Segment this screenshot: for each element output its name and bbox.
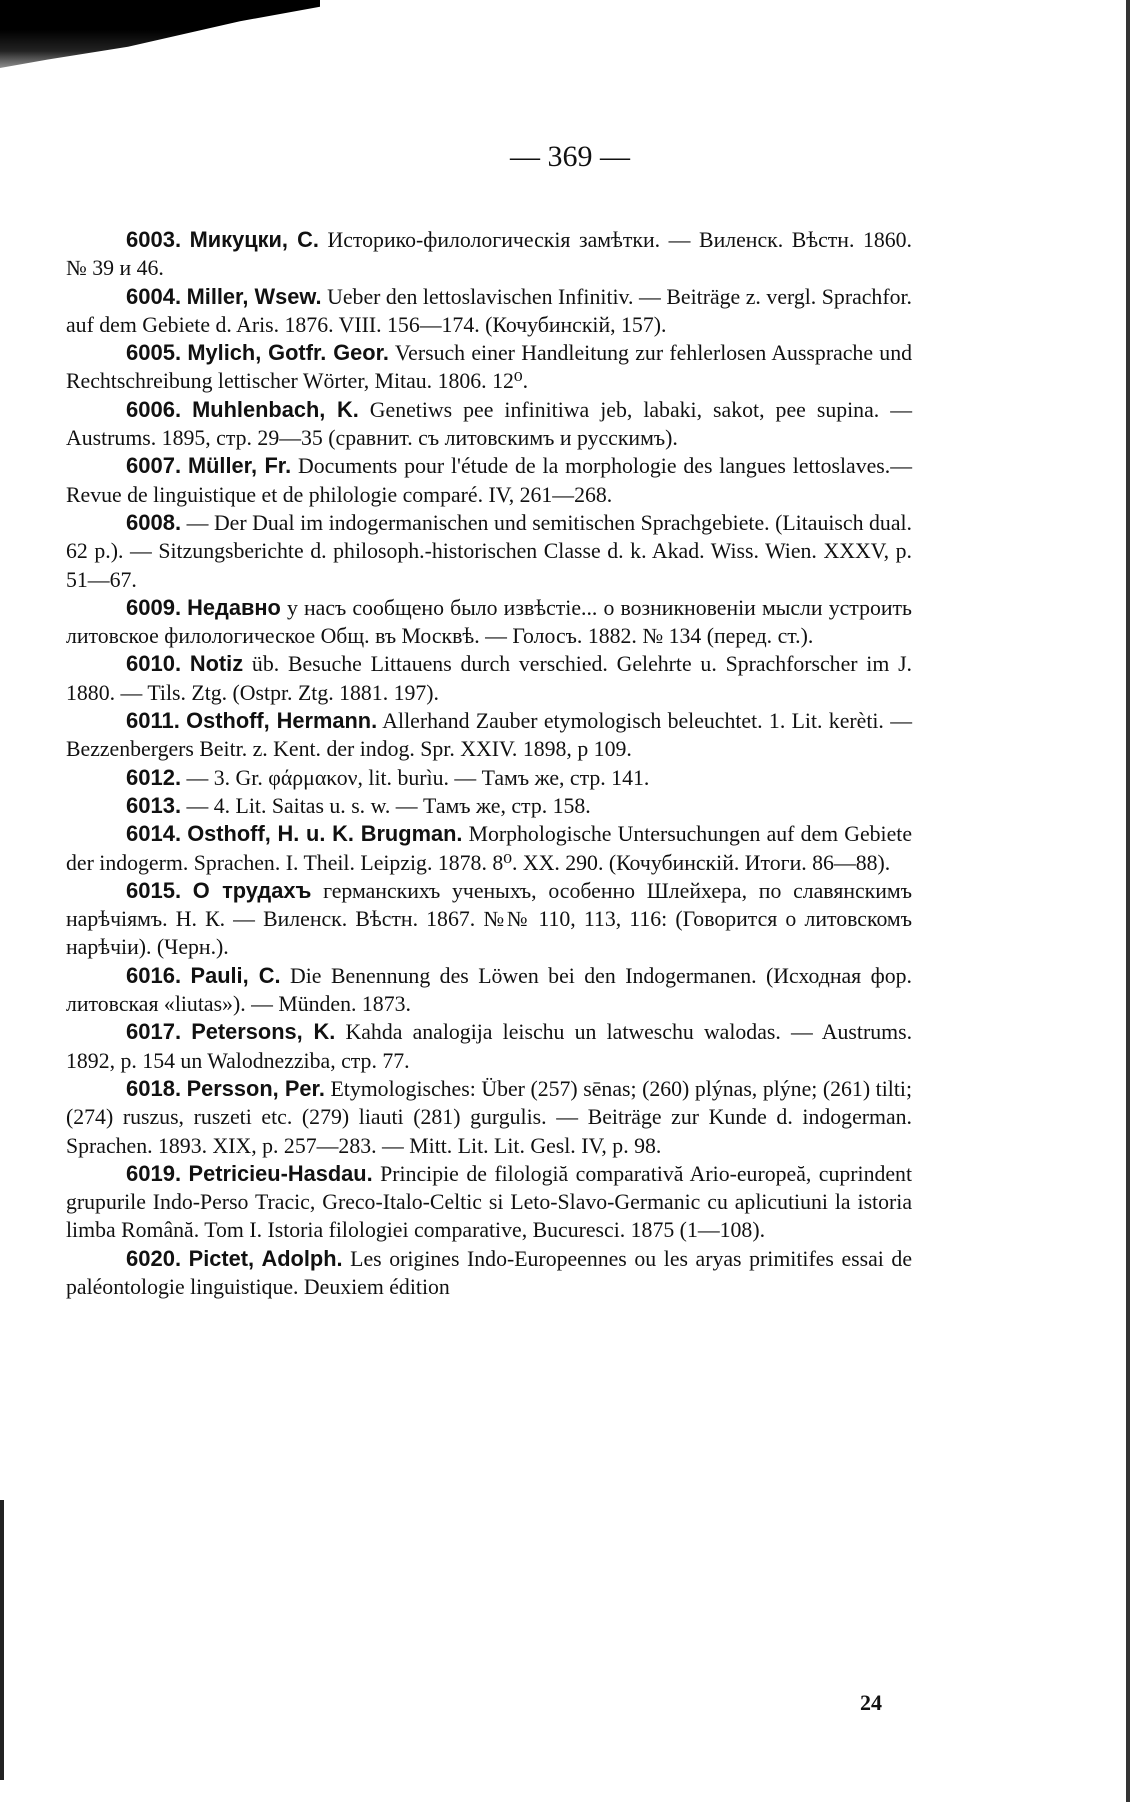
bibliography-entry-6017 (66, 1018, 912, 1075)
bibliography-entries (66, 226, 912, 1301)
entry-author: Muhlenbach, K. (192, 396, 359, 422)
bibliography-entry-6015 (66, 877, 912, 962)
bibliography-entry-6016 (66, 962, 912, 1019)
entry-text: üb. Besuche Littauens durch verschied. Gelehrte u. Sprachforscher im J. 1880. — Tils. Ztg. (Ostpr. Ztg. 1881. 197). (66, 652, 913, 705)
bibliography-entry-6006 (66, 396, 912, 453)
bibliography-entry-6005 (66, 339, 912, 396)
entry-number: 6008. (126, 509, 182, 535)
entry-author: Mylich, Gotfr. Geor. (187, 340, 389, 366)
entry-text: Die Benennung des Löwen bei den Indogermanen. (Исходная фор. литовская «liutas»). — Münden. 1873. (66, 963, 913, 1017)
entry-number: 6012. (126, 764, 182, 790)
entry-text: — 4. Lit. Saitas u. s. w. — Тамъ же, стр. 158. (181, 793, 591, 818)
scan-edge-right (1126, 0, 1130, 1802)
bibliography-entry-6011 (66, 707, 912, 764)
bibliography-entry-6019 (66, 1160, 912, 1245)
entry-text: Morphologische Untersuchungen auf dem Gebiete der indogerm. Sprachen. I. Theil. Leipzig. 1878. 8⁰. XX. 290. (Кочубинскiй. Итоги. 86—88). (66, 822, 913, 875)
entry-number: 6010. (126, 651, 182, 677)
entry-text: Etymologisches: Über (257) sēnas; (260) plýnas, plýne; (261) tilti; (274) ruszus, ruszeti etc. (279) liauti (281) gurgulis. — Beiträge zur Kunde d. indogerman. Sprachen. 1893. XIX, p. 257—283. — Mitt. Lit. Lit. Gesl. IV, p. 98. (66, 1076, 912, 1158)
scan-shadow-top-left (0, 0, 320, 85)
bibliography-entry-6008 (66, 509, 912, 594)
bibliography-entry-6004 (66, 283, 912, 340)
entry-number: 6020. (126, 1245, 182, 1271)
entry-number: 6007. (126, 453, 182, 479)
entry-author: Микуцки, С. (189, 227, 319, 252)
entry-text: Историко-филологическiя замѣтки. — Виленск. Вѣстн. 1860. № 39 и 46. (66, 228, 912, 281)
entry-author: Osthoff, H. u. K. Brugman. (187, 821, 463, 847)
entry-text: германскихъ ученыхъ, особенно Шлейхера, по славянскимъ нарѣчiямъ. Н. К. — Виленск. Вѣстн. 1867. №№ 110, 113, 116: (Говорится о литовскомъ нарѣчiи). (Черн.). (66, 878, 912, 960)
bibliography-entry-6012 (66, 764, 912, 792)
entry-number: 6015. (126, 877, 182, 903)
entry-author: Notiz (189, 651, 244, 677)
entry-number: 6016. (126, 962, 182, 988)
entry-number: 6013. (126, 792, 182, 818)
entry-number: 6009. (126, 594, 182, 620)
bibliography-entry-6007 (66, 452, 912, 509)
scan-edge-left (0, 1500, 4, 1780)
entry-author: Osthoff, Hermann. (186, 708, 378, 734)
sheet-signature: 24 (860, 1690, 882, 1715)
entry-number: 6004. (126, 283, 182, 309)
entry-text: Kahda analogija leischu un latweschu walodas. — Austrums. 1892, p. 154 un Walodnezziba, стр. 77. (66, 1020, 913, 1073)
entry-text: — 3. Gr. φάρμακον, lit. burìu. — Тамъ же, стр. 141. (181, 765, 650, 790)
entry-text: Allerhand Zauber etymologisch beleuchtet. 1. Lit. kerèti. — Bezzenbergers Beitr. z. Kent. der indog. Spr. XXIV. 1898, p 109. (66, 709, 912, 762)
entry-text: у насъ сообщено было извѣстiе... о возникновенiи мысли устроить литовское филологическое Общ. въ Москвѣ. — Голосъ. 1882. № 134 (перед. ст.). (66, 595, 912, 649)
entry-number: 6018. (126, 1075, 182, 1101)
entry-number: 6014. (126, 821, 182, 847)
entry-text: Versuch einer Handleitung zur fehlerlosen Aussprache und Rechtschreibung lettischer Wörter, Mitau. 1806. 12⁰. (66, 341, 912, 394)
entry-author: Pauli, C. (190, 962, 281, 988)
bibliography-entry-6003 (66, 226, 912, 283)
entry-number: 6003. (126, 227, 182, 252)
bibliography-entry-6009 (66, 594, 912, 651)
bibliography-entry-6018 (66, 1075, 912, 1160)
entry-number: 6011. (126, 708, 180, 734)
bibliography-entry-6013 (66, 792, 912, 820)
bibliography-entry-6014 (66, 820, 912, 877)
entry-author: Pictet, Adolph. (188, 1245, 343, 1271)
entry-author: Persson, Per. (186, 1075, 325, 1101)
entry-text: Genetiws pee infinitiwa jeb, labaki, sakot, pee supina. — Austrums. 1895, стр. 29—35 (сравнит. съ литовскимъ и русскимъ). (66, 397, 913, 451)
entry-text: — Der Dual im indogermanischen und semitischen Sprachgebiete. (Litauisch dual. 62 p.). — Sitzungsberichte d. philosoph.-historischen Classe d. k. Akad. Wiss. Wien. XXXV, p. 51—67. (66, 510, 912, 592)
entry-author: Petersons, K. (191, 1019, 336, 1045)
entry-number: 6006. (126, 396, 182, 422)
bibliography-entry-6010 (66, 650, 912, 707)
entry-author: Petricieu-Hasdau. (188, 1160, 373, 1186)
entry-text: Documents pour l'étude de la morphologie des langues lettoslaves.—Revue de linguistique et de philologie comparé. IV, 261—268. (66, 454, 913, 507)
entry-text: Principie de filologiă comparativă Ario-europeă, cuprindent grupurile Indo-Perso Tracic, Greco-Italo-Celtic si Leto-Slavo-Germanic cu aplicutiuni la istoria limba Română. Tom I. Istoria filologiei comparative, Bucuresci. 1875 (1—108). (66, 1161, 912, 1243)
entry-author: О трудахъ (192, 877, 312, 903)
entry-text: Les origines Indo-Europeennes ou les aryas primitifes essai de paléontologie linguistique. Deuxiem édition (66, 1246, 912, 1299)
entry-number: 6005. (126, 340, 182, 366)
entry-author: Недавно (187, 594, 281, 620)
entry-author: Miller, Wsew. (186, 283, 322, 309)
page-number: — 369 — (510, 140, 630, 173)
entry-number: 6019. (126, 1160, 182, 1186)
entry-text: Ueber den lettoslavischen Infinitiv. — Beiträge z. vergl. Sprachfor. auf dem Gebiete d. Aris. 1876. VIII. 156—174. (Кочубинскiй, 157). (66, 284, 912, 337)
entry-author: Müller, Fr. (187, 453, 292, 479)
bibliography-entry-6020 (66, 1245, 912, 1302)
entry-number: 6017. (126, 1019, 182, 1045)
